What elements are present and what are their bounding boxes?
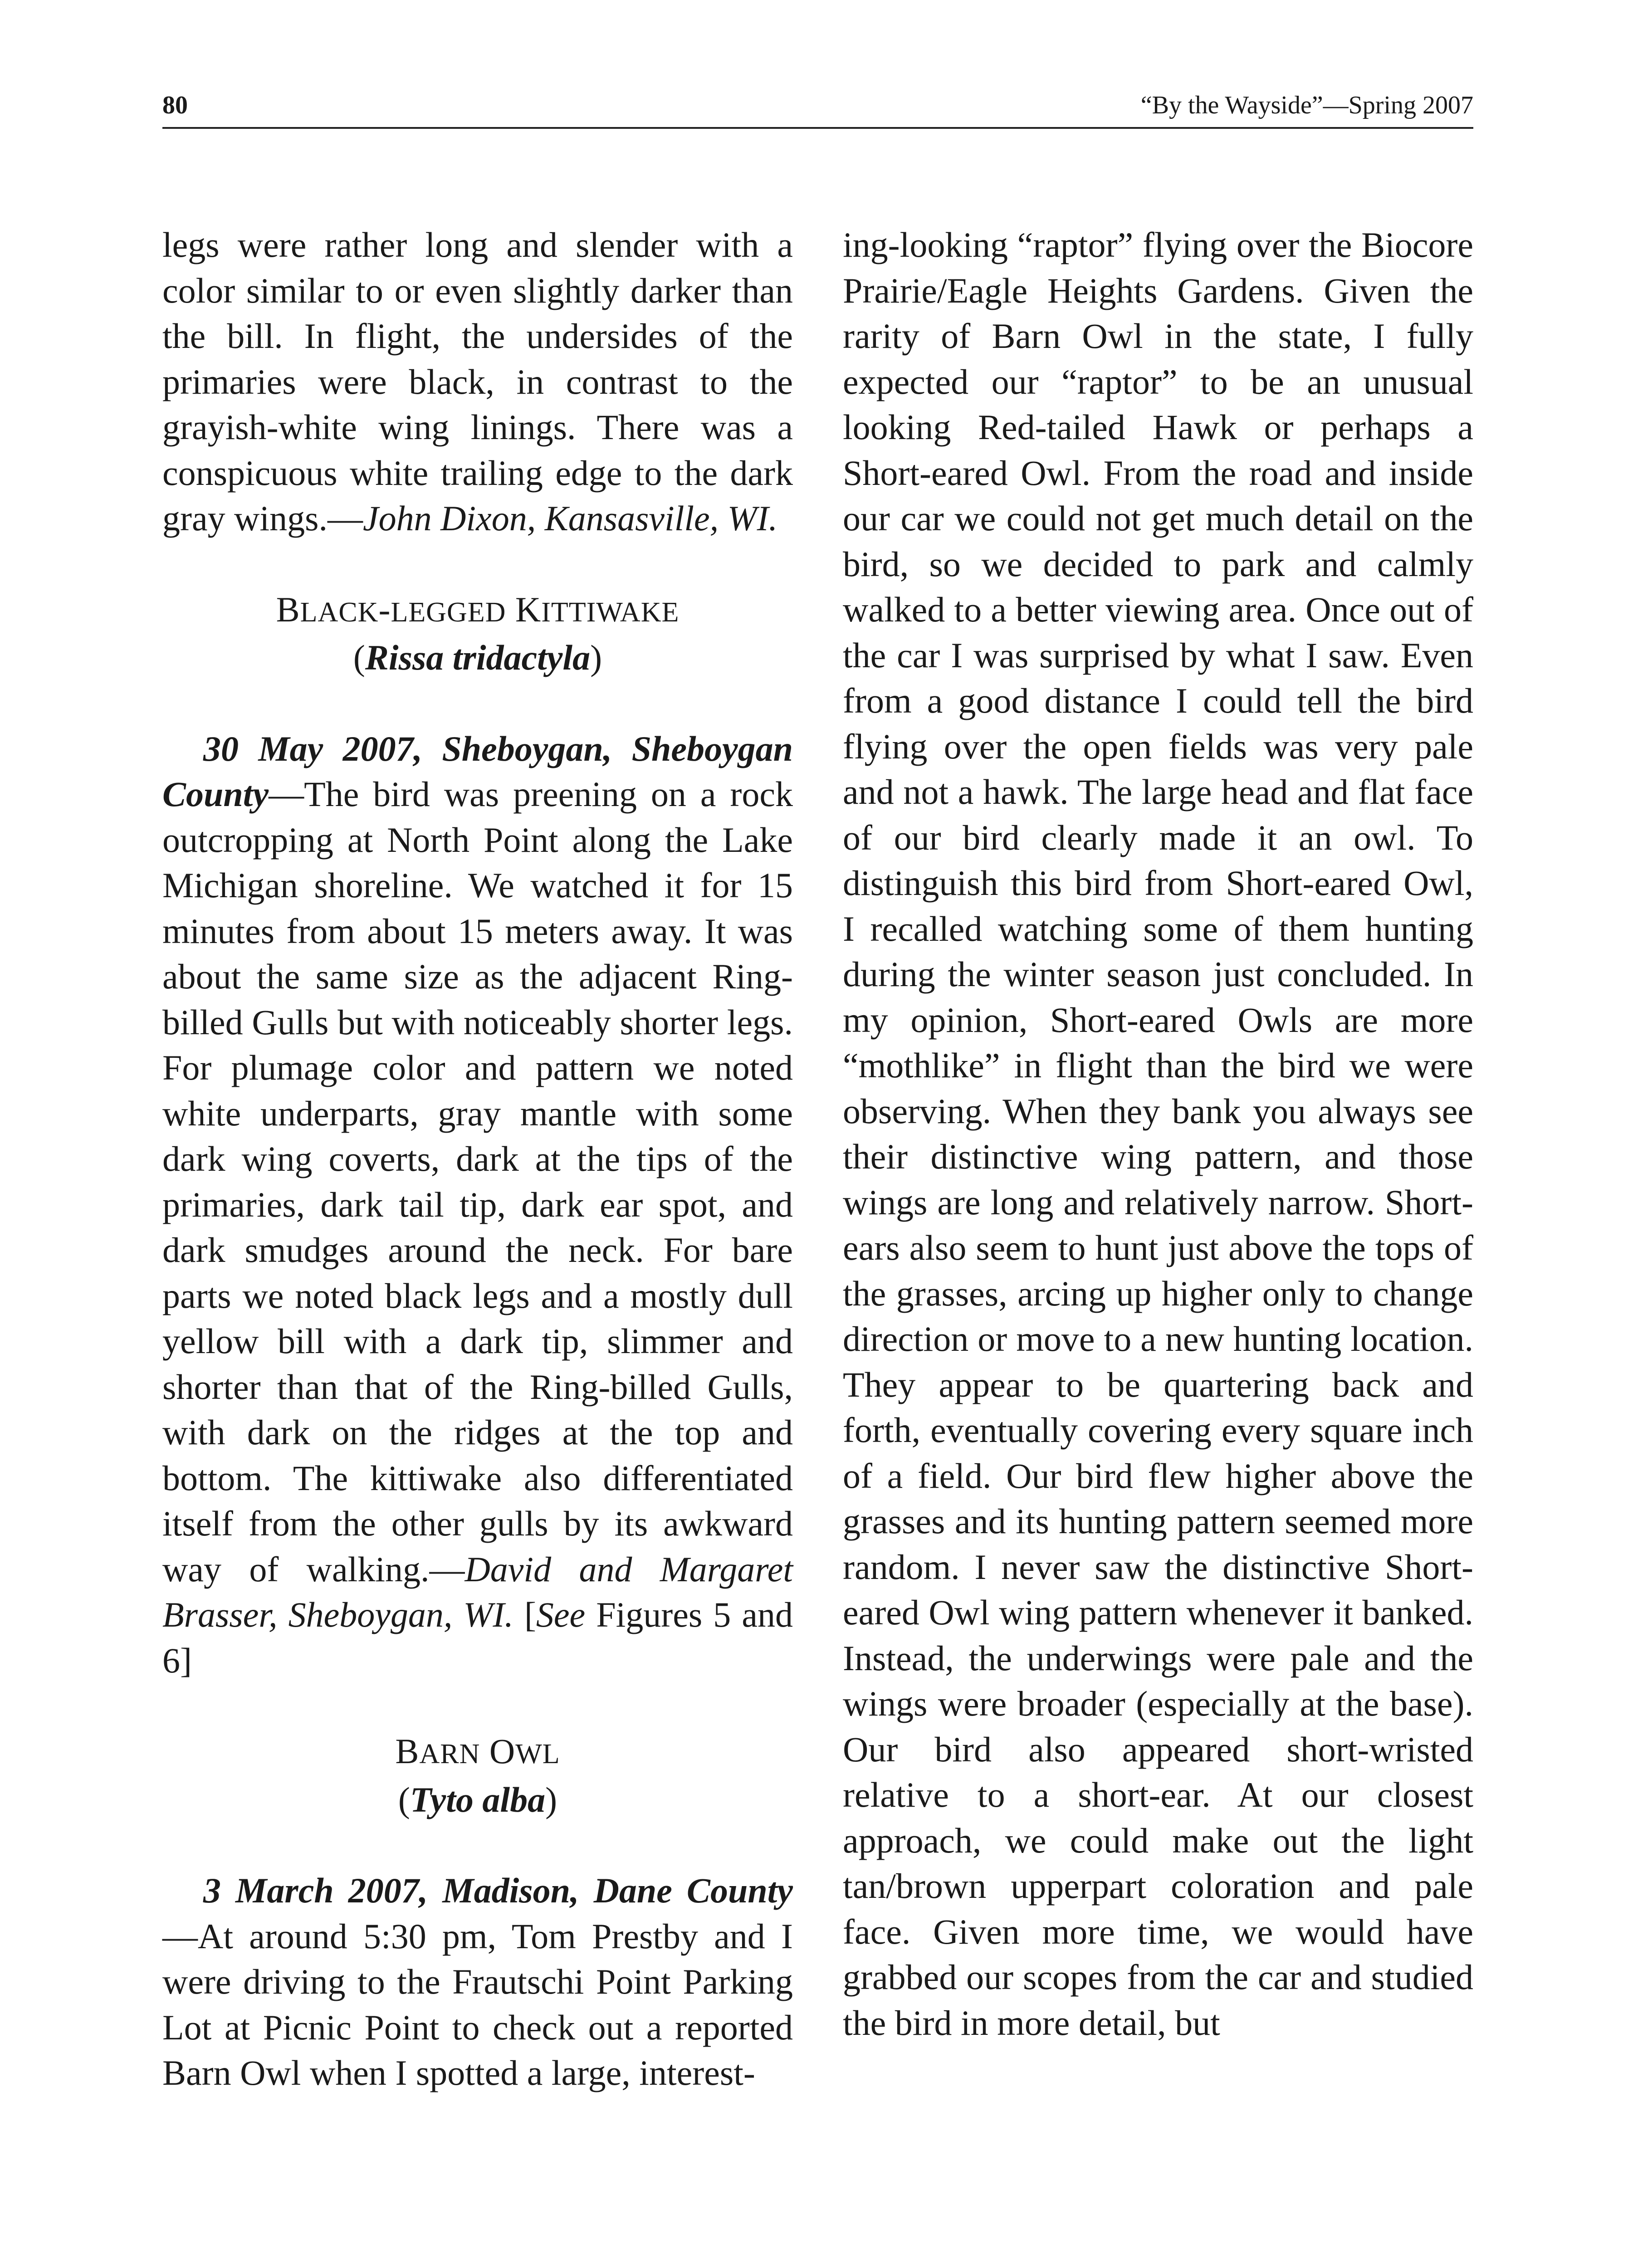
right-column <box>843 222 1473 2046</box>
intro-signature: John Dixon, Kansasville, WI. <box>362 499 778 538</box>
kittiwake-scientific-name: (Rissa tridactyla) <box>353 638 602 677</box>
kittiwake-record: 30 May 2007, Sheboygan, Sheboygan County—The bird was preening on a rock outcropping at North Point along the Lake Michigan shoreline. We watched it for 15 minutes from about 15 meters away. It was about the same size as the adjacent Ring-billed Gulls but with noticeably shorter legs. For plumage color and pattern we noted white underparts, gray mantle with some dark wing coverts, dark at the tips of the primaries, dark tail tip, dark ear spot, and dark smudges around the neck. For bare parts we noted black legs and a mostly dull yellow bill with a dark tip, slimmer and shorter than that of the Ring-billed Gulls, with dark on the ridges at the top and bottom. The kittiwake also differentiated itself from the other gulls by its awkward way of walking.—David and Margaret Brasser, Sheboygan, WI. [See Figures 5 and 6] <box>162 728 793 1680</box>
kittiwake-body: —The bird was preening on a rock outcropping at North Point along the Lake Michigan shoreline. We watched it for 15 minutes from about 15 meters away. It was about the same size as the adjacent Ring-billed Gulls but with noticeably shorter legs. For plumage color and pattern we noted white underparts, gray mantle with some dark wing coverts, dark at the tips of the primaries, dark tail tip, dark ear spot, and dark smudges around the neck. For bare parts we noted black legs and a mostly dull yellow bill with a dark tip, slimmer and shorter than that of the Ring-billed Gulls, with dark on the ridges at the top and bottom. The kittiwake also differentiated itself from the other gulls by its awkward way of walking.— <box>162 774 793 1589</box>
kittiwake-title: BLACK-LEGGED KITTIWAKE <box>276 589 680 629</box>
barn-owl-body: —At around 5:30 pm, Tom Prestby and I were driving to the Frautschi Point Parking Lot at Picnic Point to check out a reported Barn Owl when I spotted a large, interest- <box>162 1916 793 2092</box>
barn-owl-continuation: ing-looking “raptor” flying over the Biocore Prairie/Eagle Heights Gardens. Given the rarity of Barn Owl in the state, I fully expected our “raptor” to be an unusual looking Red-tailed Hawk or perhaps a Short-eared Owl. From the road and inside our car we could not get much detail on the bird, so we decided to park and calmly walked to a better viewing area. Once out of the car I was surprised by what I saw. Even from a good distance I could tell the bird flying over the open fields was very pale and not a hawk. The large head and flat face of our bird clearly made it an owl. To distinguish this bird from Short-eared Owl, I recalled watching some of them hunting during the winter season just concluded. In my opinion, Short-eared Owls are more “mothlike” in flight than the bird we were observing. When they bank you always see their distinctive wing pattern, and those wings are long and relatively narrow. Short-ears also seem to hunt just above the tops of the grasses, arcing up higher only to change direction or move to a new hunting location. They appear to be quartering back and forth, eventually covering every square inch of a field. Our bird flew higher above the grasses and its hunting pattern seemed more random. I never saw the distinctive Short-eared Owl wing pattern whenever it banked. Instead, the underwings were pale and the wings were broader (especially at the base). Our bird also appeared short-wristed relative to a short-ear. At our closest approach, we could make out the light tan/brown upperpart coloration and pale face. Given more time, we would have grabbed our scopes from the car and studied the bird in more detail, but <box>843 225 1473 2043</box>
barn-owl-scientific-name: (Tyto alba) <box>398 1779 557 1819</box>
kittiwake-date-location: 30 May 2007, Sheboygan, Sheboygan County <box>162 728 793 814</box>
kittiwake-heading <box>162 587 793 681</box>
page-header <box>162 86 1473 129</box>
figure-reference: Figures 5 and 6] <box>162 1595 793 1680</box>
barn-owl-heading <box>162 1729 793 1823</box>
left-column <box>162 222 793 2096</box>
barn-owl-record <box>162 1868 793 2096</box>
barn-owl-title: BARN OWL <box>395 1731 560 1771</box>
page-number: 80 <box>162 91 188 119</box>
intro-paragraph <box>162 222 793 542</box>
kittiwake-signature: David and Margaret Brasser, Sheboygan, WI. <box>162 1549 793 1634</box>
barn-owl-date-location: 3 March 2007, Madison, Dane County <box>203 1871 793 1910</box>
intro-text: legs were rather long and slender with a color similar to or even slightly darker than the bill. In flight, the undersides of the primaries were black, in contrast to the grayish-white wing linings. There was a conspicuous white trailing edge to the dark gray wings.— <box>162 225 793 538</box>
running-title: “By the Wayside”—Spring 2007 <box>1140 91 1473 119</box>
